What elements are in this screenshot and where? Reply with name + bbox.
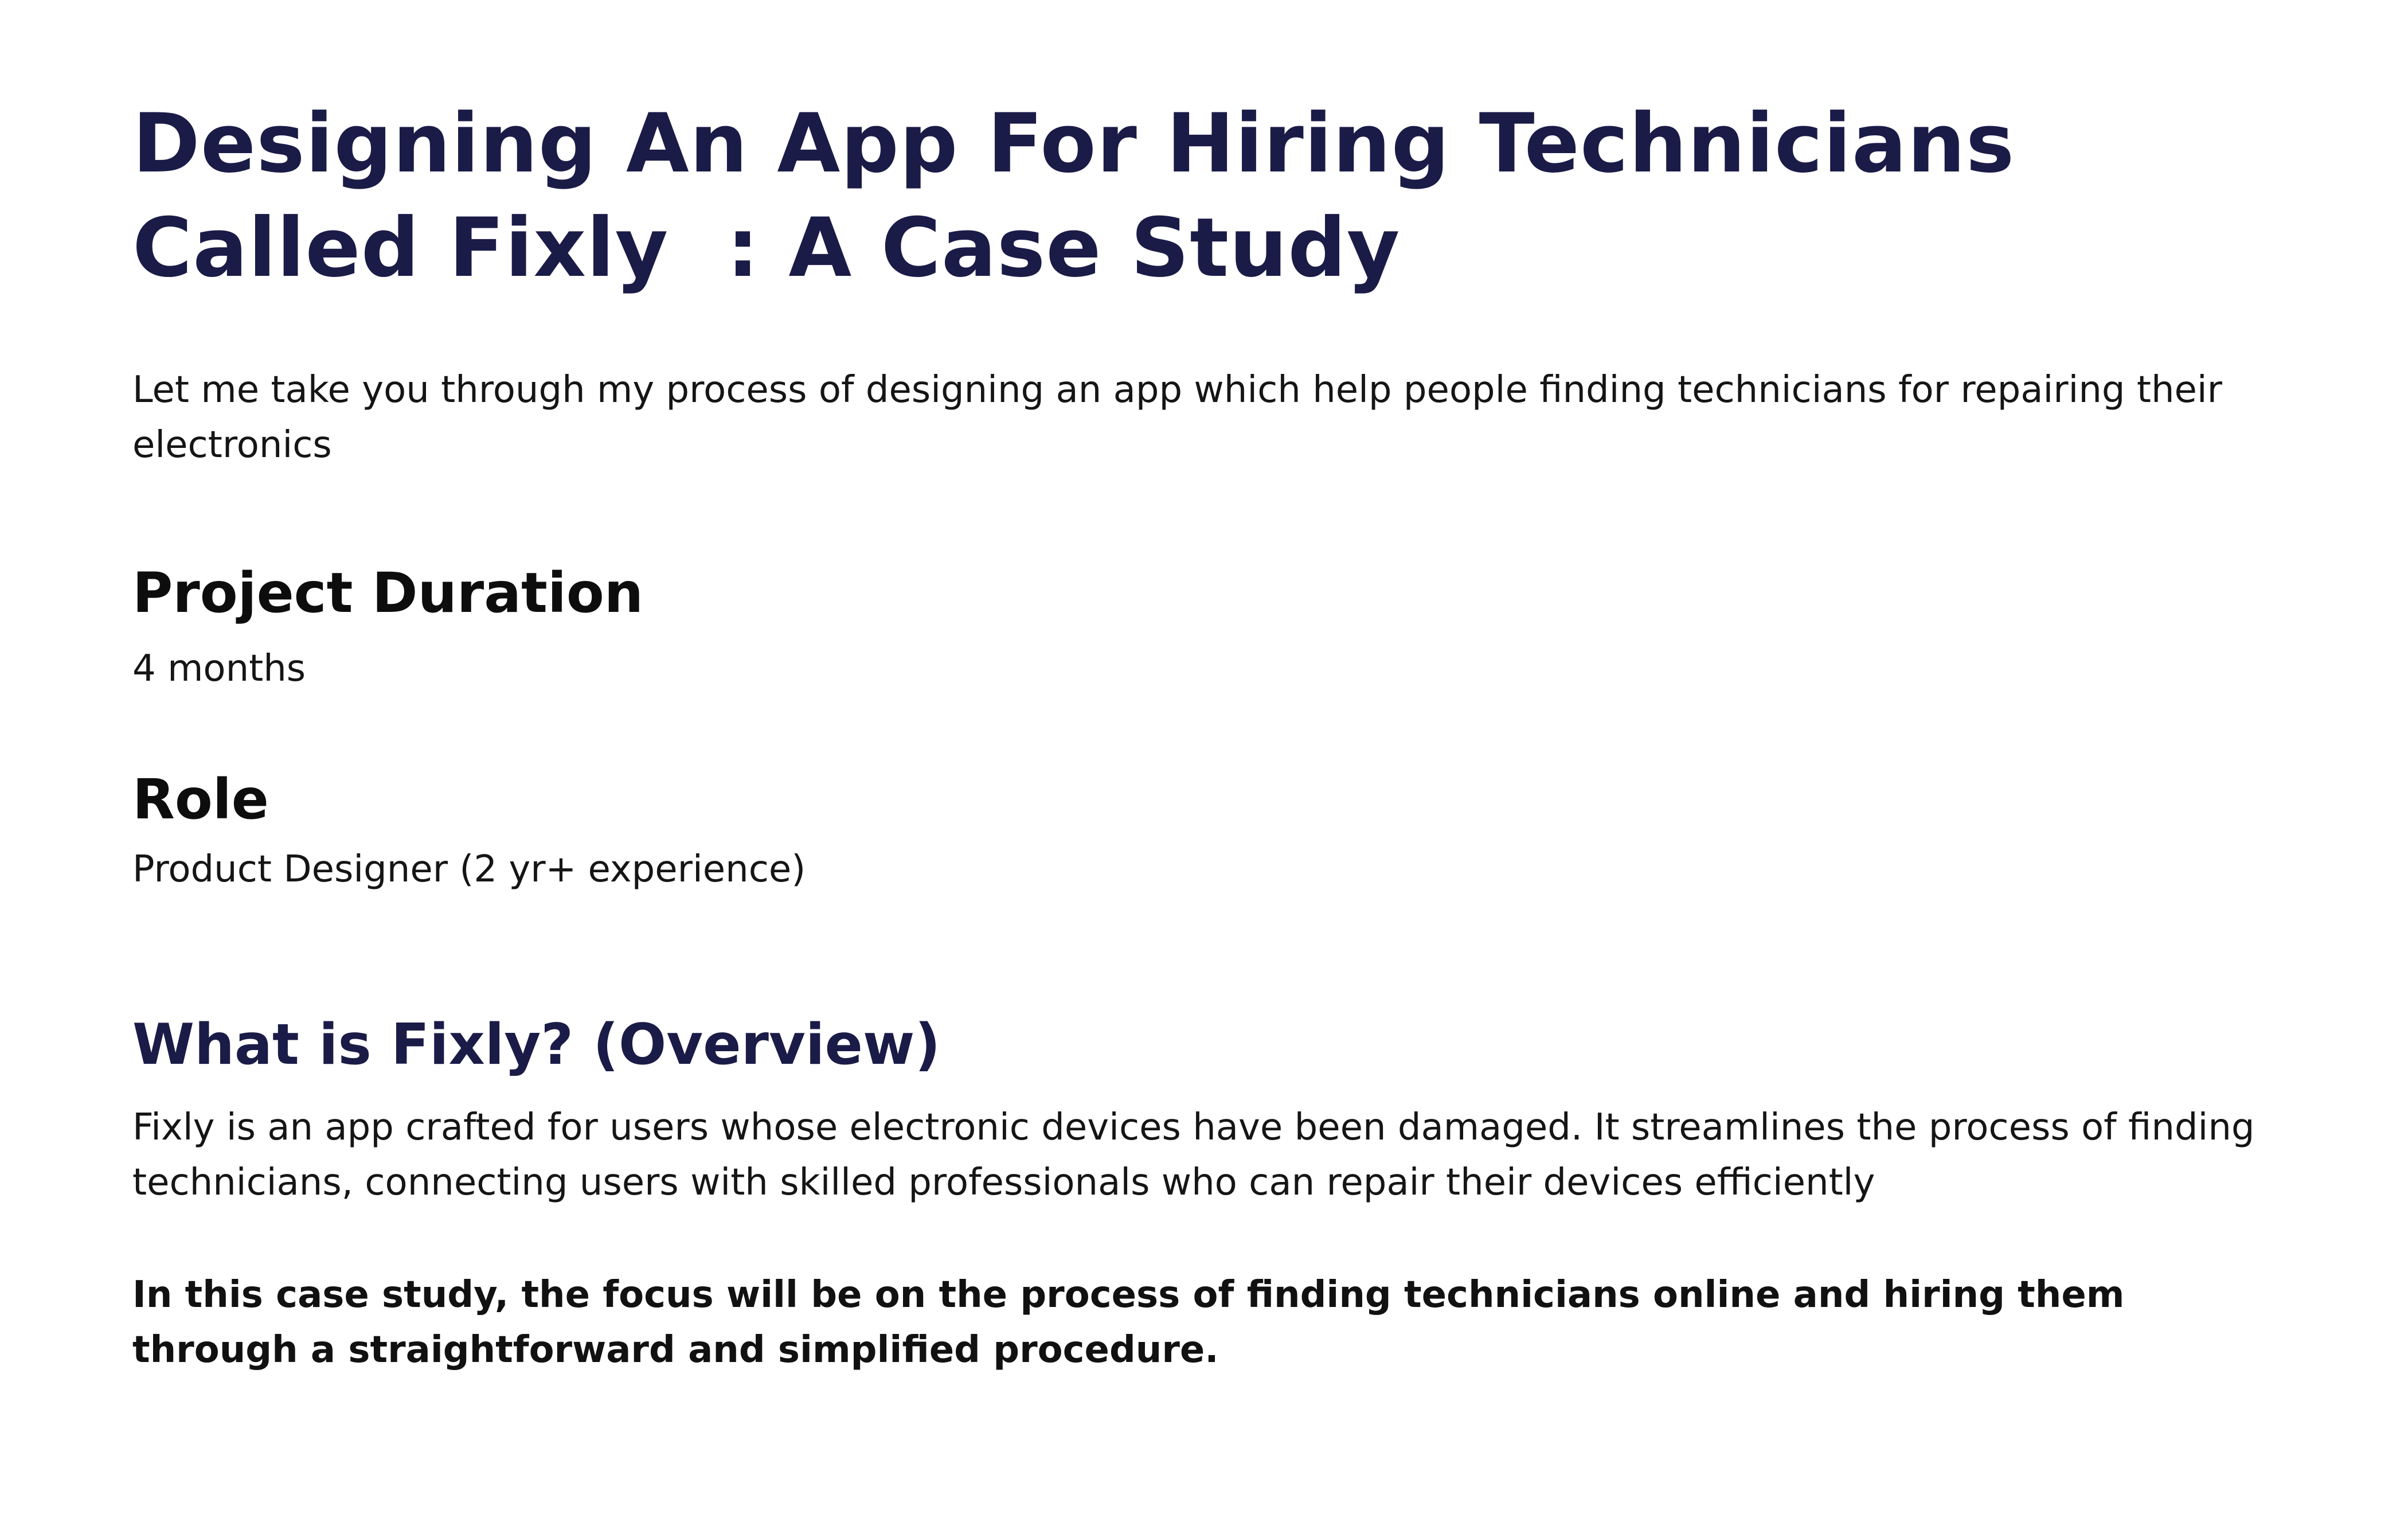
project-duration-section	[132, 559, 2300, 696]
role-section	[132, 765, 2300, 897]
focus-paragraph: In this case study, the focus will be on the process of finding technicians online and hiring them through a straightforward and simplified procedure.	[132, 1274, 2125, 1371]
intro-paragraph: Let me take you through my process of designing an app which help people finding technicians for repairing their electronics	[132, 369, 2222, 466]
role-value: Product Designer (2 yr+ experience)	[132, 848, 806, 891]
page-title: Designing An App For Hiring Technicians Called Fixly : A Case Study	[132, 96, 2044, 295]
overview-section	[132, 1010, 2300, 1378]
case-study-article	[132, 92, 2300, 1378]
project-duration-value: 4 months	[132, 647, 306, 690]
role-heading: Role	[132, 767, 269, 832]
project-duration-heading: Project Duration	[132, 561, 644, 625]
overview-paragraph: Fixly is an app crafted for users whose electronic devices have been damaged. It streamlines the process of finding technicians, connecting users with skilled professionals who can repair their devices efficiently	[132, 1106, 2255, 1204]
overview-heading: What is Fixly? (Overview)	[132, 1012, 941, 1078]
